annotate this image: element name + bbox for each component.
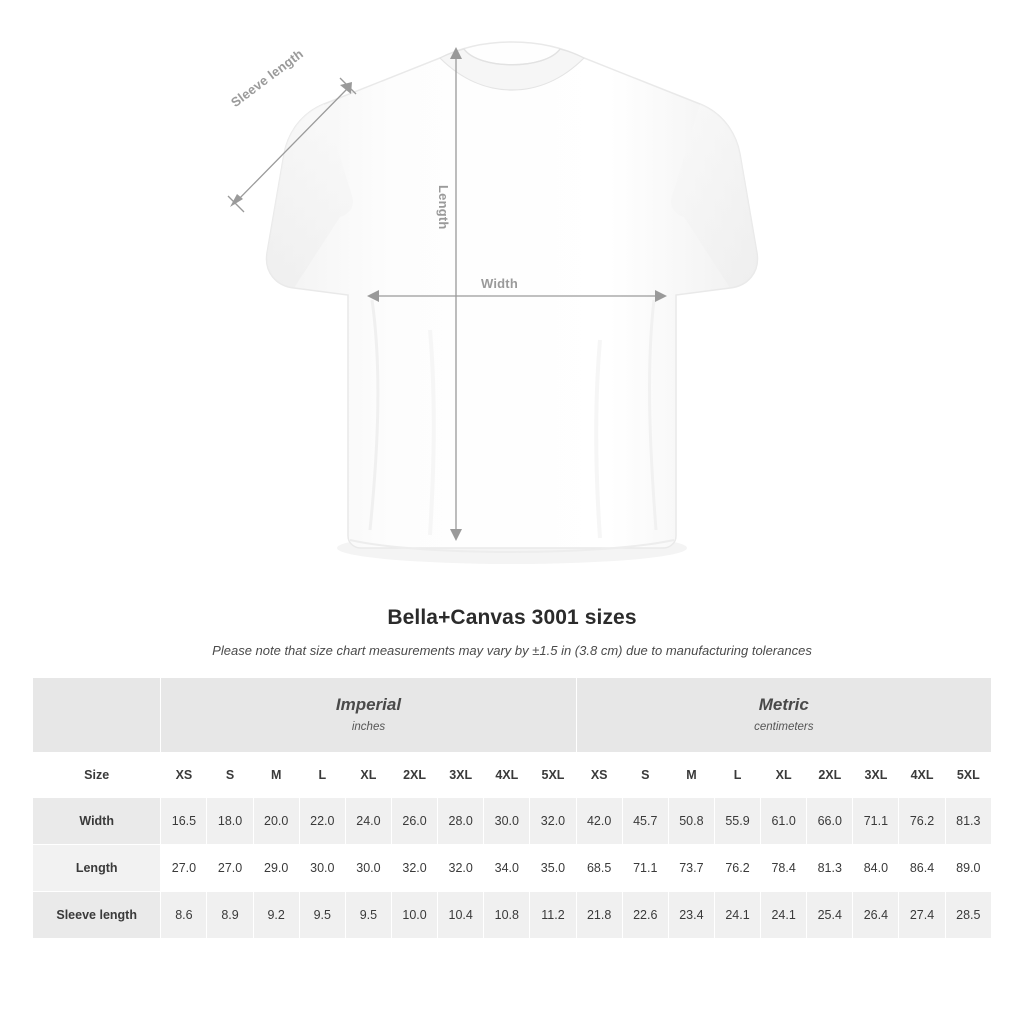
cell-width-3: 22.0 [299, 798, 345, 845]
page-title: Bella+Canvas 3001 sizes [387, 606, 637, 629]
cell-width-4: 24.0 [345, 798, 391, 845]
header-col-s-met: S [622, 753, 668, 798]
header-col-xs-imp: XS [161, 753, 207, 798]
cell-length-15: 84.0 [853, 845, 899, 892]
cell-width-16: 76.2 [899, 798, 945, 845]
cell-sleeve-8: 11.2 [530, 892, 576, 939]
annotation-sleeve-length: Sleeve length [228, 45, 307, 110]
cell-width-17: 81.3 [945, 798, 991, 845]
cell-sleeve-13: 24.1 [761, 892, 807, 939]
cell-sleeve-17: 28.5 [945, 892, 991, 939]
size-table-wrapper [32, 677, 992, 939]
cell-length-14: 81.3 [807, 845, 853, 892]
cell-width-2: 20.0 [253, 798, 299, 845]
header-col-xl-imp: XL [345, 753, 391, 798]
annotation-length: Length [436, 185, 451, 230]
header-col-l-imp: L [299, 753, 345, 798]
header-size-label: Size [33, 753, 161, 798]
unit-header-row [33, 678, 992, 753]
cell-width-13: 61.0 [761, 798, 807, 845]
header-col-4xl-imp: 4XL [484, 753, 530, 798]
table-row [33, 845, 992, 892]
cell-width-11: 50.8 [668, 798, 714, 845]
cell-length-17: 89.0 [945, 845, 991, 892]
unit-group-imperial [161, 678, 576, 753]
unit-metric-sub: centimeters [754, 721, 814, 733]
cell-width-15: 71.1 [853, 798, 899, 845]
cell-sleeve-1: 8.9 [207, 892, 253, 939]
tolerance-note: Please note that size chart measurements may vary by ±1.5 in (3.8 cm) due to manufacturing tolerances [212, 643, 812, 658]
cell-sleeve-11: 23.4 [668, 892, 714, 939]
cell-length-2: 29.0 [253, 845, 299, 892]
header-col-xl-met: XL [761, 753, 807, 798]
cell-length-10: 71.1 [622, 845, 668, 892]
header-col-3xl-met: 3XL [853, 753, 899, 798]
size-header-row [33, 753, 992, 798]
cell-length-8: 35.0 [530, 845, 576, 892]
cell-length-13: 78.4 [761, 845, 807, 892]
cell-sleeve-15: 26.4 [853, 892, 899, 939]
row-label-width: Width [33, 798, 161, 845]
unit-imperial-sub: inches [351, 721, 386, 733]
header-col-m-met: M [668, 753, 714, 798]
cell-width-8: 32.0 [530, 798, 576, 845]
cell-sleeve-5: 10.0 [391, 892, 437, 939]
cell-length-12: 76.2 [714, 845, 760, 892]
cell-sleeve-0: 8.6 [161, 892, 207, 939]
cell-width-14: 66.0 [807, 798, 853, 845]
cell-sleeve-4: 9.5 [345, 892, 391, 939]
annotation-width: Width [481, 276, 518, 291]
cell-width-6: 28.0 [438, 798, 484, 845]
header-col-xs-met: XS [576, 753, 622, 798]
header-col-2xl-imp: 2XL [391, 753, 437, 798]
unit-imperial-name: Imperial [335, 695, 402, 714]
cell-width-12: 55.9 [714, 798, 760, 845]
header-col-4xl-met: 4XL [899, 753, 945, 798]
cell-sleeve-7: 10.8 [484, 892, 530, 939]
cell-sleeve-10: 22.6 [622, 892, 668, 939]
unit-spacer-cell [33, 678, 161, 753]
header-col-s-imp: S [207, 753, 253, 798]
cell-sleeve-3: 9.5 [299, 892, 345, 939]
cell-width-5: 26.0 [391, 798, 437, 845]
unit-group-metric [576, 678, 991, 753]
unit-metric-name: Metric [758, 695, 809, 714]
cell-length-3: 30.0 [299, 845, 345, 892]
header-col-5xl-imp: 5XL [530, 753, 576, 798]
table-row [33, 798, 992, 845]
header-col-3xl-imp: 3XL [438, 753, 484, 798]
table-row [33, 892, 992, 939]
cell-sleeve-14: 25.4 [807, 892, 853, 939]
cell-length-5: 32.0 [391, 845, 437, 892]
cell-length-11: 73.7 [668, 845, 714, 892]
row-label-length: Length [33, 845, 161, 892]
size-chart-table [32, 677, 992, 939]
cell-sleeve-12: 24.1 [714, 892, 760, 939]
cell-width-10: 45.7 [622, 798, 668, 845]
row-label-sleeve-length: Sleeve length [33, 892, 161, 939]
cell-length-4: 30.0 [345, 845, 391, 892]
cell-width-0: 16.5 [161, 798, 207, 845]
cell-length-6: 32.0 [438, 845, 484, 892]
cell-sleeve-6: 10.4 [438, 892, 484, 939]
header-col-m-imp: M [253, 753, 299, 798]
cell-sleeve-16: 27.4 [899, 892, 945, 939]
header-col-l-met: L [714, 753, 760, 798]
cell-sleeve-2: 9.2 [253, 892, 299, 939]
cell-width-9: 42.0 [576, 798, 622, 845]
cell-length-16: 86.4 [899, 845, 945, 892]
header-col-2xl-met: 2XL [807, 753, 853, 798]
cell-length-0: 27.0 [161, 845, 207, 892]
cell-sleeve-9: 21.8 [576, 892, 622, 939]
header-col-5xl-met: 5XL [945, 753, 991, 798]
cell-width-7: 30.0 [484, 798, 530, 845]
cell-width-1: 18.0 [207, 798, 253, 845]
cell-length-1: 27.0 [207, 845, 253, 892]
cell-length-9: 68.5 [576, 845, 622, 892]
chart-heading [0, 606, 1024, 658]
cell-length-7: 34.0 [484, 845, 530, 892]
